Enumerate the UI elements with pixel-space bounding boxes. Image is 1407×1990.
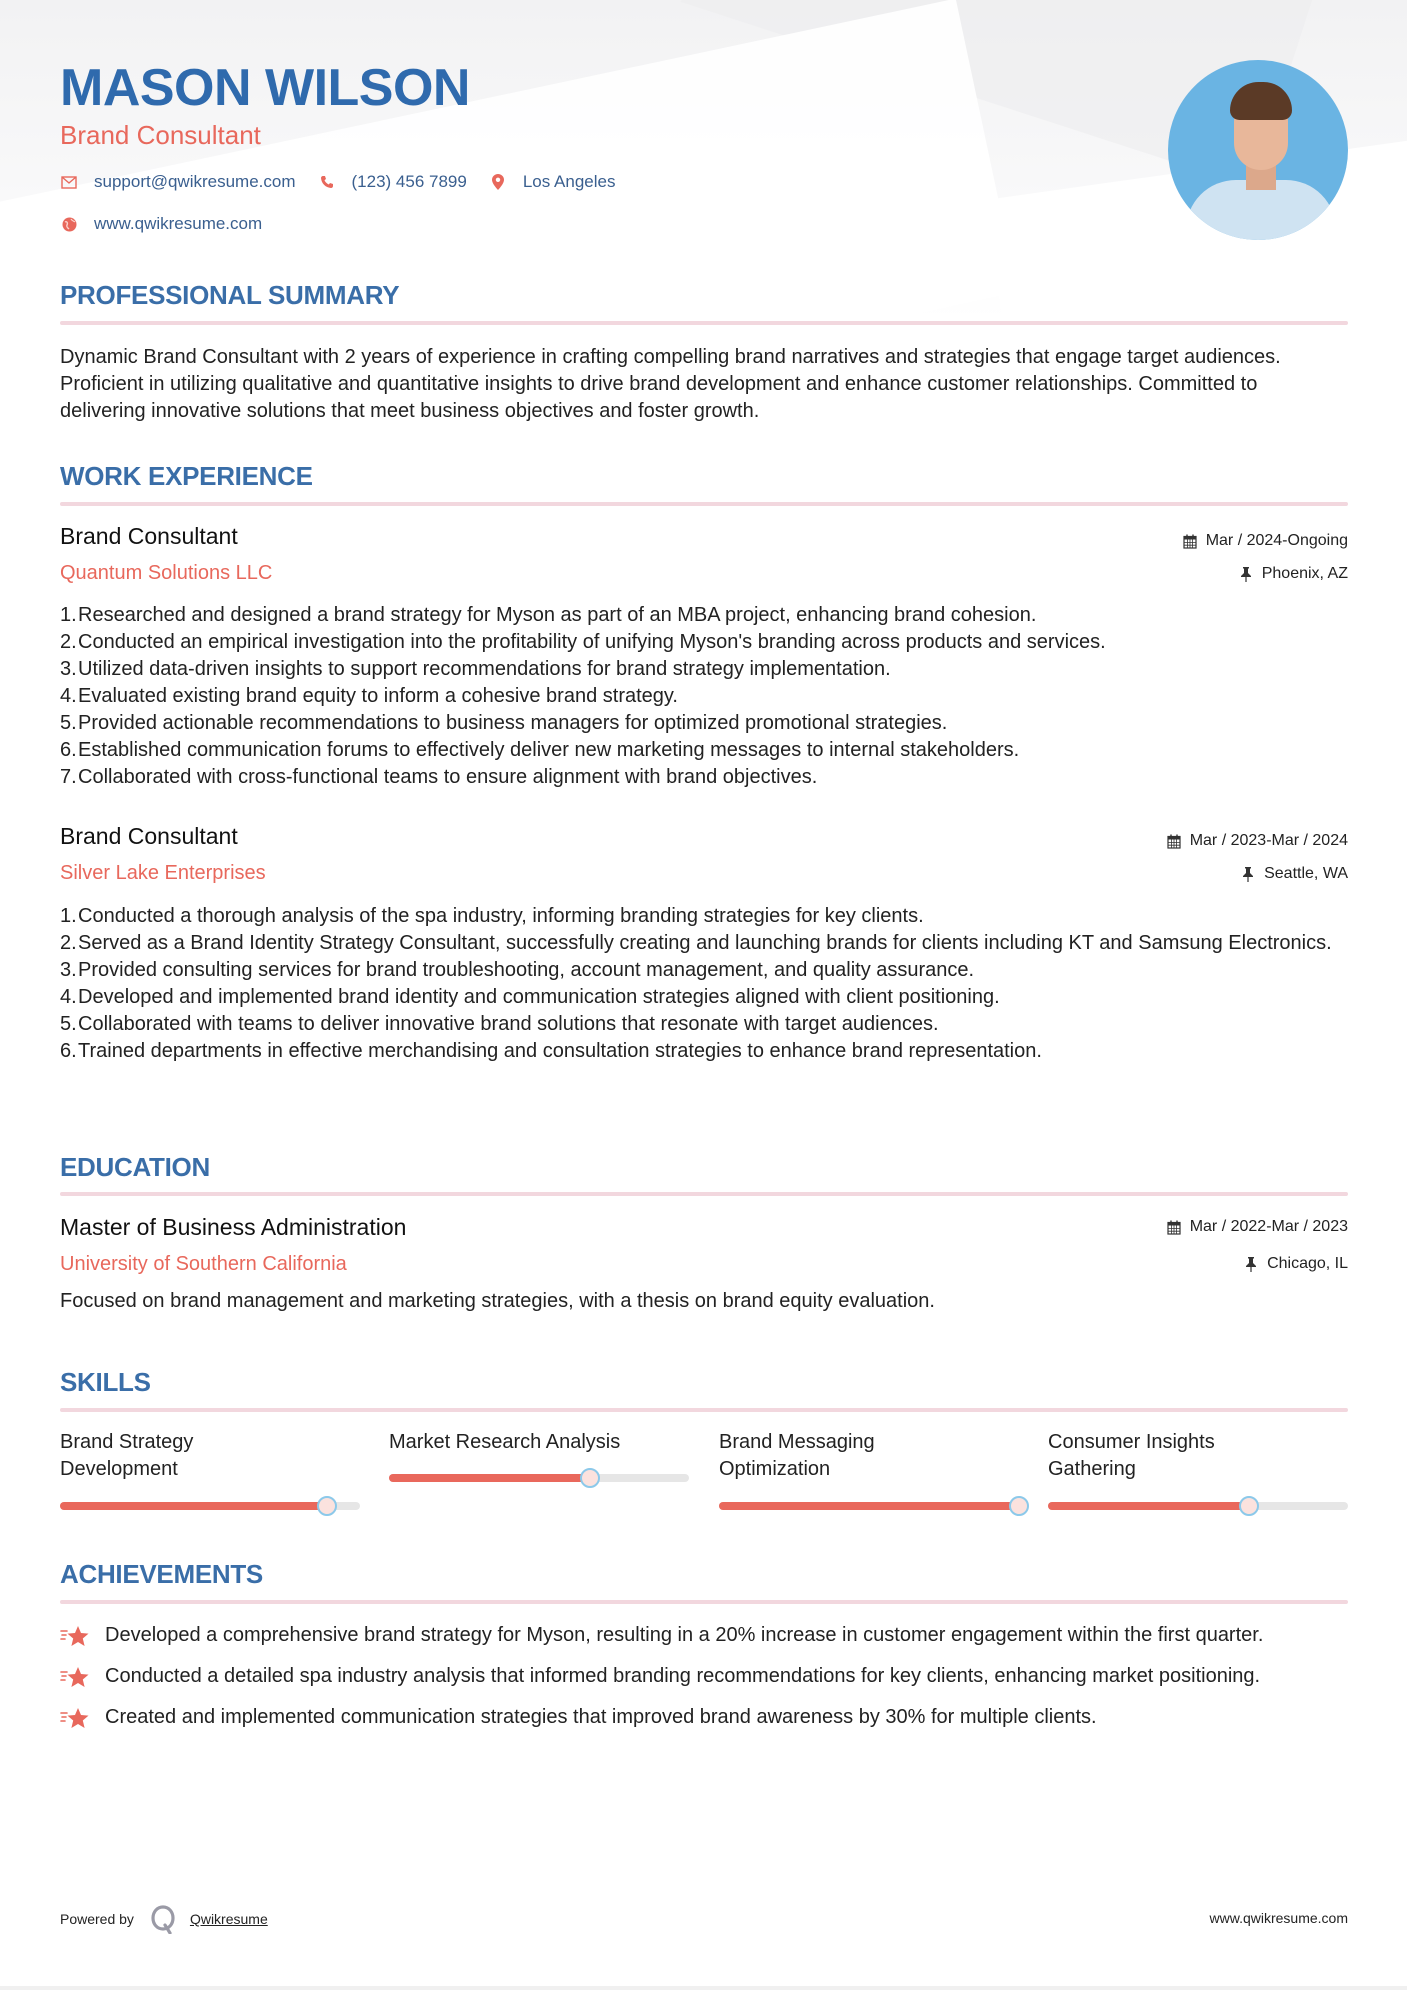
- job-dates: Mar / 2024-Ongoing: [1182, 532, 1348, 550]
- skill-label: Brand Strategy Development: [60, 1431, 194, 1480]
- calendar-icon: [1182, 533, 1198, 549]
- star-icon: [60, 1663, 92, 1690]
- qwikresume-logo-icon: [148, 1904, 178, 1934]
- phone-icon: [318, 173, 336, 191]
- list-item: 2. Served as a Brand Identity Strategy Consultant, successfully creating and launching brands for clients including KT and Samsung Electronics.: [60, 932, 1332, 954]
- pushpin-icon: [1238, 566, 1254, 582]
- achievements-list: [60, 1622, 1348, 1745]
- skill-label: Market Research Analysis: [389, 1431, 621, 1453]
- skill-label: Brand Messaging Optimization: [719, 1431, 875, 1480]
- list-item: 4. Evaluated existing brand equity to inform a cohesive brand strategy.: [60, 685, 678, 707]
- education-description: Focused on brand management and marketing strategies, with a thesis on brand equity evaluation.: [60, 1290, 935, 1312]
- skill-item: [389, 1429, 689, 1456]
- list-item: 4. Developed and implemented brand identity and communication strategies aligned with client positioning.: [60, 986, 1000, 1008]
- section-heading-experience: WORK EXPERIENCE: [60, 461, 313, 491]
- contact-email[interactable]: [60, 172, 296, 192]
- candidate-title: Brand Consultant: [60, 120, 261, 150]
- job-dates: Mar / 2023-Mar / 2024: [1166, 832, 1348, 850]
- list-item: 5. Collaborated with teams to deliver innovative brand solutions that resonate with target audiences.: [60, 1013, 939, 1035]
- globe-icon: [60, 215, 78, 233]
- skill-level-knob: [580, 1468, 600, 1488]
- job-bullets: [60, 602, 1348, 791]
- skill-level-knob: [1009, 1496, 1029, 1516]
- job-company: Silver Lake Enterprises: [60, 862, 266, 884]
- skill-bar: [60, 1502, 360, 1510]
- list-item: 1. Researched and designed a brand strategy for Myson as part of an MBA project, enhancing brand cohesion.: [60, 604, 1037, 626]
- school-name: University of Southern California: [60, 1253, 347, 1275]
- list-item: 5. Provided actionable recommendations to business managers for optimized promotional strategies.: [60, 712, 948, 734]
- contact-row: [60, 172, 637, 192]
- powered-by: Powered by Qwikresume: [60, 1904, 268, 1934]
- contact-phone[interactable]: [318, 172, 467, 192]
- section-divider: [60, 1192, 1348, 1196]
- degree-title: Master of Business Administration: [60, 1214, 407, 1240]
- section-divider: [60, 1408, 1348, 1412]
- education-location: Chicago, IL: [1243, 1255, 1348, 1273]
- pushpin-icon: [1243, 1256, 1259, 1272]
- section-heading-skills: SKILLS: [60, 1367, 151, 1397]
- list-item: 6. Established communication forums to effectively deliver new marketing messages to internal stakeholders.: [60, 739, 1020, 761]
- job-title: Brand Consultant: [60, 823, 238, 849]
- email-text: support@qwikresume.com: [94, 172, 296, 191]
- section-divider: [60, 321, 1348, 325]
- job-bullets: [60, 903, 1348, 1065]
- section-divider: [60, 502, 1348, 506]
- list-item: 3. Utilized data-driven insights to support recommendations for brand strategy implementation.: [60, 658, 891, 680]
- list-item: 1. Conducted a thorough analysis of the spa industry, informing branding strategies for key clients.: [60, 905, 924, 927]
- section-heading-achievements: ACHIEVEMENTS: [60, 1559, 263, 1589]
- skill-item: [60, 1429, 360, 1483]
- skill-label: Consumer Insights Gathering: [1048, 1431, 1215, 1480]
- calendar-icon: [1166, 1219, 1182, 1235]
- candidate-name: MASON WILSON: [60, 59, 470, 117]
- skill-item: [719, 1429, 1019, 1483]
- job-company: Quantum Solutions LLC: [60, 562, 273, 584]
- list-item: 6. Trained departments in effective merchandising and consultation strategies to enhance brand representation.: [60, 1040, 1042, 1062]
- job-location: Phoenix, AZ: [1238, 565, 1348, 583]
- decorative-shape: [0, 0, 1018, 320]
- star-icon: [60, 1704, 92, 1731]
- job-location: Seattle, WA: [1240, 865, 1348, 883]
- list-item: 2. Conducted an empirical investigation into the profitability of unifying Myson's branding across products and services.: [60, 631, 1106, 653]
- calendar-icon: [1166, 833, 1182, 849]
- section-heading-summary: PROFESSIONAL SUMMARY: [60, 280, 400, 310]
- page-bottom-edge: [0, 1986, 1407, 1990]
- qwikresume-link[interactable]: Qwikresume: [189, 1911, 268, 1927]
- footer: [60, 1900, 1348, 1930]
- envelope-icon: [60, 173, 78, 191]
- summary-text: Dynamic Brand Consultant with 2 years of experience in crafting compelling brand narratives and strategies that engage target audiences. Proficient in utilizing qualitative and quantitative insights to drive brand development and enhance customer relationships. Committed to delivering innovative solutions that meet business objectives and foster growth.: [60, 346, 1281, 422]
- skill-level-knob: [1239, 1496, 1259, 1516]
- website-text: www.qwikresume.com: [94, 214, 263, 233]
- skill-bar: [719, 1502, 1019, 1510]
- list-item: Developed a comprehensive brand strategy for Myson, resulting in a 20% increase in customer engagement within the first quarter.: [60, 1622, 1348, 1649]
- skill-bar: [1048, 1502, 1348, 1510]
- job-title: Brand Consultant: [60, 523, 238, 549]
- section-divider: [60, 1600, 1348, 1604]
- education-dates: Mar / 2022-Mar / 2023: [1166, 1218, 1348, 1236]
- pushpin-icon: [1240, 866, 1256, 882]
- star-icon: [60, 1622, 92, 1649]
- location-text: Los Angeles: [522, 172, 616, 191]
- contact-location: [489, 172, 616, 192]
- phone-text: (123) 456 7899: [351, 172, 467, 191]
- skill-level-knob: [317, 1496, 337, 1516]
- footer-website-link[interactable]: www.qwikresume.com: [1209, 1910, 1348, 1926]
- skill-bar: [389, 1474, 689, 1482]
- list-item: Created and implemented communication strategies that improved brand awareness by 30% for multiple clients.: [60, 1704, 1348, 1731]
- section-heading-education: EDUCATION: [60, 1152, 210, 1182]
- skill-item: [1048, 1429, 1348, 1483]
- map-pin-icon: [489, 173, 507, 191]
- contact-website[interactable]: [60, 214, 262, 234]
- list-item: 3. Provided consulting services for brand troubleshooting, account management, and quality assurance.: [60, 959, 975, 981]
- list-item: Conducted a detailed spa industry analysis that informed branding recommendations for key clients, enhancing market positioning.: [60, 1663, 1348, 1690]
- list-item: 7. Collaborated with cross-functional teams to ensure alignment with brand objectives.: [60, 766, 818, 788]
- contact-row: [60, 214, 284, 234]
- profile-photo: [1168, 60, 1348, 240]
